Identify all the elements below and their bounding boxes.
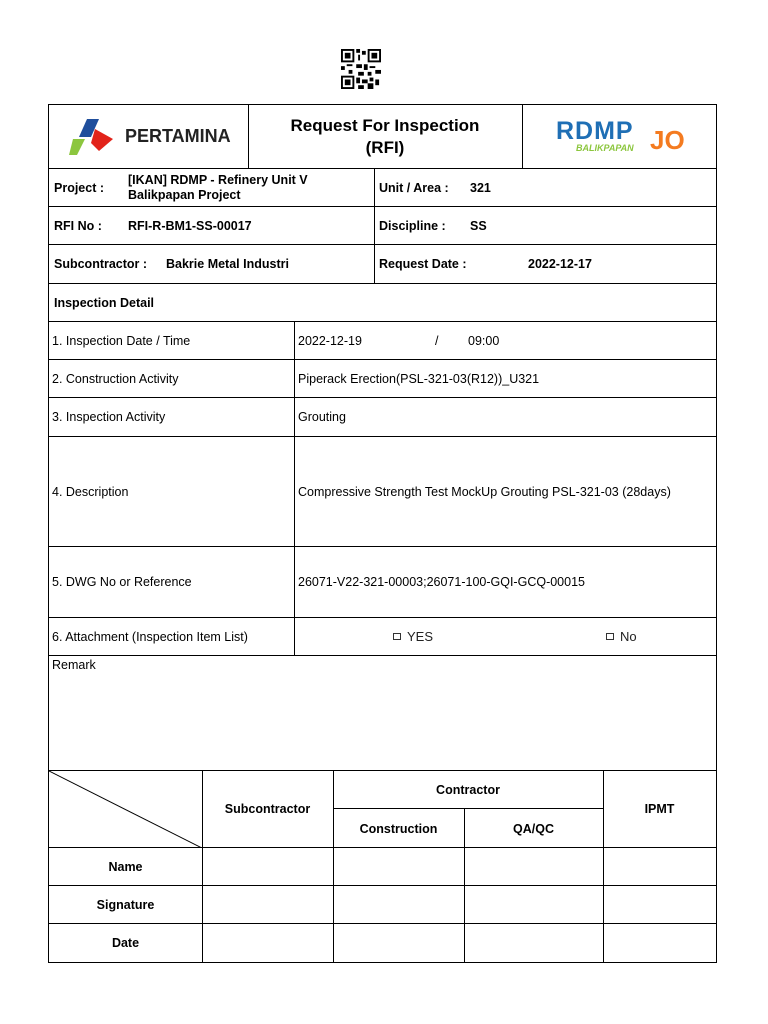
subcontractor-label: Subcontractor : <box>54 257 148 271</box>
inspection-detail-title: Inspection Detail <box>54 295 155 310</box>
inspection-date-label: 1. Inspection Date / Time <box>52 333 191 348</box>
row-label-name: Name <box>108 859 143 874</box>
construction-activity-label: 2. Construction Activity <box>52 371 179 386</box>
project-row <box>49 169 716 207</box>
subcontractor-row <box>49 245 716 284</box>
dwg-row <box>49 547 716 618</box>
description-row <box>49 437 716 547</box>
rfi-form <box>48 104 717 963</box>
inspection-time-value: 09:00 <box>468 333 500 348</box>
attachment-row <box>49 618 716 656</box>
project-value <box>128 169 368 206</box>
no-checkbox-icon[interactable] <box>606 633 614 640</box>
subcontractor-column-header: Subcontractor <box>224 802 311 816</box>
project-value-line-1: [IKAN] RDMP - Refinery Unit V <box>128 172 308 187</box>
rfi-row <box>49 207 716 245</box>
title-line-1: Request For Inspection <box>290 115 480 135</box>
unit-area-value: 321 <box>470 180 491 195</box>
description-value: Compressive Strength Test MockUp Grouting PSL-321-03 (28days) <box>298 484 671 499</box>
diagonal-line-icon <box>49 771 202 848</box>
jo-logo-text: JO <box>650 124 685 155</box>
description-label: 4. Description <box>52 484 129 499</box>
inspection-detail-row <box>49 284 716 322</box>
rdmp-jo-logo <box>522 105 718 168</box>
construction-column-header: Construction <box>359 821 438 836</box>
ipmt-column-header: IPMT <box>644 802 675 816</box>
construction-activity-value: Piperack Erection(PSL-321-03(R12))_U321 <box>298 371 540 386</box>
inspection-date-row <box>49 322 716 360</box>
project-value-line-2: Balikpapan Project <box>128 187 241 202</box>
title-line-2: (RFI) <box>365 137 405 157</box>
company-name: PERTAMINA <box>125 126 231 146</box>
inspection-date-value: 2022-12-19 <box>298 333 362 348</box>
no-label: No <box>620 629 637 644</box>
qr-code-icon <box>341 49 381 89</box>
inspection-activity-row <box>49 398 716 437</box>
rdmp-logo-text: RDMP <box>556 116 634 145</box>
remark-row <box>49 656 716 771</box>
unit-area-label: Unit / Area : <box>379 180 449 195</box>
dwg-label: 5. DWG No or Reference <box>52 575 192 589</box>
date-time-separator: / <box>435 333 439 348</box>
signoff-header <box>49 771 716 848</box>
discipline-label: Discipline : <box>379 218 446 233</box>
pertamina-emblem-icon <box>69 117 121 157</box>
request-date-label: Request Date : <box>379 257 467 271</box>
contractor-column-header: Contractor <box>436 782 500 797</box>
attachment-no-option[interactable] <box>606 618 686 655</box>
inspection-activity-value: Grouting <box>298 410 346 424</box>
subcontractor-value: Bakrie Metal Industri <box>166 257 289 271</box>
remark-label: Remark <box>52 658 96 672</box>
form-title <box>248 105 522 168</box>
inspection-activity-label: 3. Inspection Activity <box>52 410 166 424</box>
yes-checkbox-icon[interactable] <box>393 633 401 640</box>
signoff-row-name <box>49 848 716 886</box>
balikpapan-logo-text: BALIKPAPAN <box>576 142 634 153</box>
pertamina-logo <box>49 105 248 168</box>
attachment-label: 6. Attachment (Inspection Item List) <box>52 629 248 644</box>
qaqc-column-header: QA/QC <box>513 821 554 836</box>
header-row <box>49 105 716 169</box>
rfi-no-label: RFI No : <box>54 218 102 233</box>
attachment-yes-option[interactable] <box>393 618 473 655</box>
discipline-value: SS <box>470 218 487 233</box>
signoff-row-signature <box>49 886 716 924</box>
dwg-value: 26071-V22-321-00003;26071-100-GQI-GCQ-00015 <box>298 575 585 589</box>
construction-activity-row <box>49 360 716 398</box>
request-date-value: 2022-12-17 <box>528 257 592 271</box>
signoff-row-date <box>49 924 716 962</box>
yes-label: YES <box>407 629 434 644</box>
row-label-date: Date <box>111 936 140 950</box>
project-label: Project : <box>54 180 105 195</box>
row-label-signature: Signature <box>96 897 155 912</box>
rfi-no-value: RFI-R-BM1-SS-00017 <box>128 218 252 233</box>
